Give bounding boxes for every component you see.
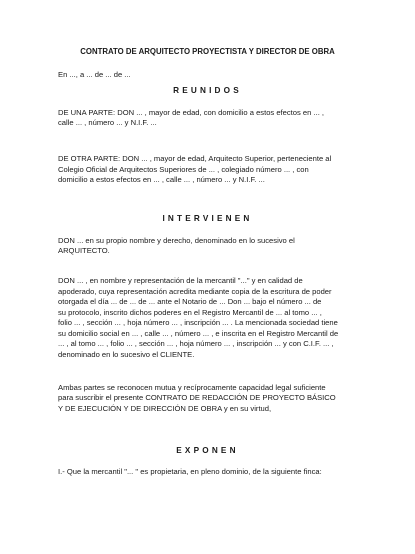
paragraph-line: su protocolo, inscrito dichos poderes en el Registro Mercantil de ... al tomo ... , xyxy=(58,308,322,317)
paragraph-line: Colegio Oficial de Arquitectos Superiores de ... , colegiado número ... , con xyxy=(58,165,309,174)
paragraph-line: otorgada el día ... de ... de ... ante el Notario de ... Don ... bajo el número ... de xyxy=(58,297,322,306)
heading-intervienen: INTERVIENEN xyxy=(162,214,253,223)
place-date-line: En ..., a ... de ... de ... xyxy=(58,70,131,79)
paragraph-line: para suscribir el presente CONTRATO DE REDACCIÓN DE PROYECTO BÁSICO xyxy=(58,393,336,402)
paragraph-line: Y DE EJECUCIÓN Y DE DIRECCIÓN DE OBRA y en su virtud, xyxy=(58,404,272,413)
heading-exponen: EXPONEN xyxy=(176,446,239,455)
paragraph-line: folio ... , sección ... , hoja número ... , inscripción ... . La mencionada sociedad tiene xyxy=(58,318,338,327)
paragraph-line: DE UNA PARTE: DON ... , mayor de edad, con domicilio a estos efectos en ... , xyxy=(58,108,325,117)
paragraph-line: DON ... , en nombre y representación de la mercantil "..." y en calidad de xyxy=(58,276,303,285)
paragraph-line: ... , al tomo ... , folio ... , sección ... , hoja número ... , inscripción ... y con C.I.F. ... , xyxy=(58,339,334,348)
document-title: CONTRATO DE ARQUITECTO PROYECTISTA Y DIRECTOR DE OBRA xyxy=(80,47,335,56)
paragraph-line: apoderado, cuya representación acredita mediante copia de la escritura de poder xyxy=(58,287,332,296)
heading-reunidos: REUNIDOS xyxy=(173,86,242,95)
paragraph-exponen-item-1: I.- Que la mercantil "... " es propietaria, en pleno dominio, de la siguiente finca: xyxy=(58,467,322,476)
paragraph-line: DON ... en su propio nombre y derecho, denominado en lo sucesivo el xyxy=(58,236,295,245)
paragraph-line: ARQUITECTO. xyxy=(58,246,110,255)
paragraph-line: domicilio a estos efectos en ... , calle ... , número ... y N.I.F. ... xyxy=(58,175,265,184)
paragraph-line: calle ... , número ... y N.I.F. ... xyxy=(58,118,157,127)
paragraph-line: denominado en lo sucesivo el CLIENTE. xyxy=(58,350,195,359)
paragraph-line: su domicilio social en ... , calle ... , número ... , e inscrita en el Registro Mercantil de xyxy=(58,329,339,338)
paragraph-line: Ambas partes se reconocen mutua y recíprocamente capacidad legal suficiente xyxy=(58,383,326,392)
paragraph-line: DE OTRA PARTE: DON ... , mayor de edad, Arquitecto Superior, perteneciente al xyxy=(58,154,332,163)
